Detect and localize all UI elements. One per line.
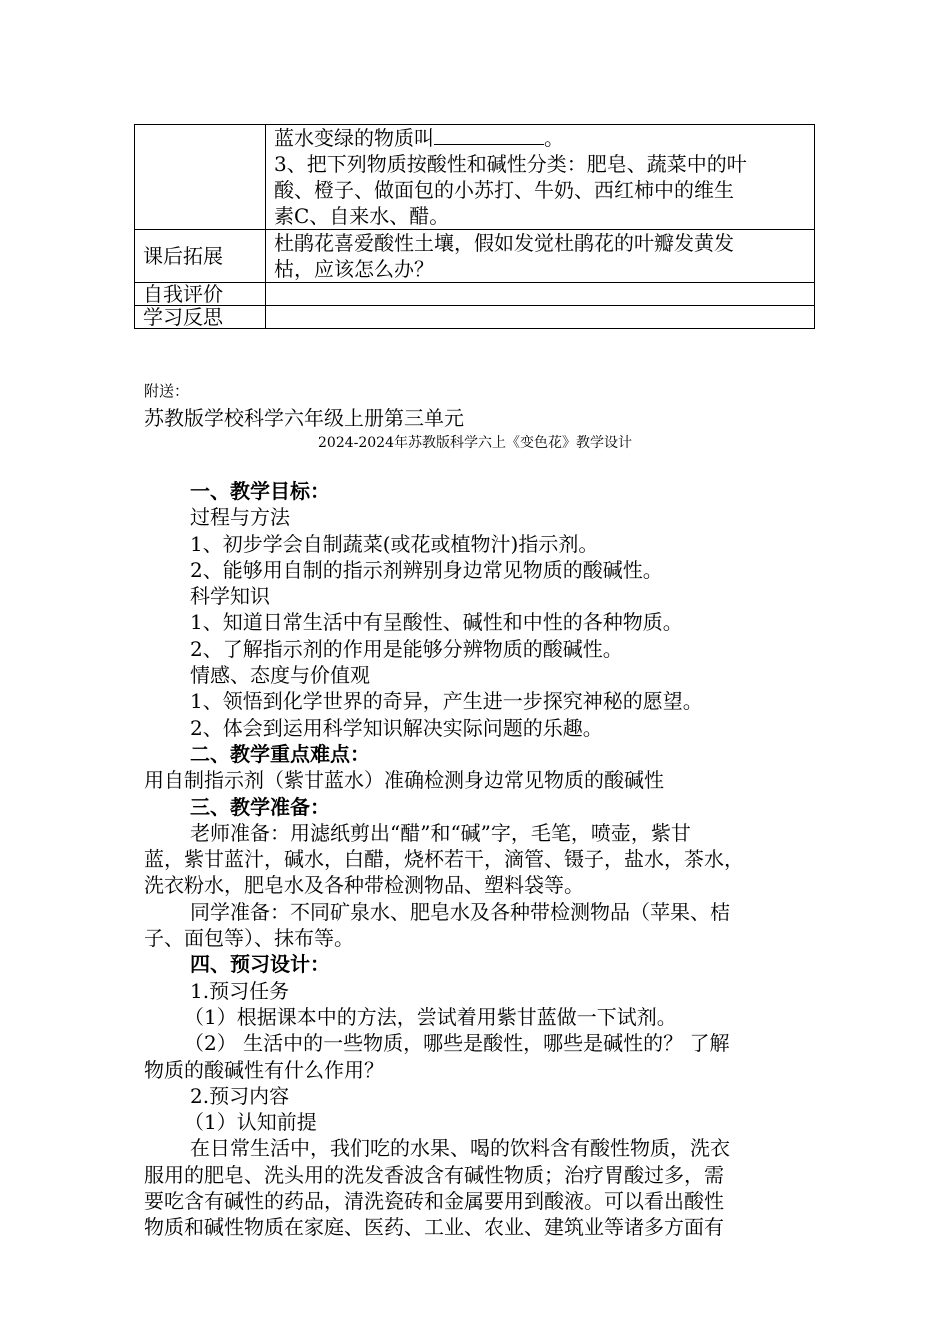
document-subtitle: 2024-2024年苏教版科学六上《变色花》教学设计 xyxy=(318,435,632,451)
paragraph: 2、能够用自制的指示剂辨别身边常见物质的酸碱性。 xyxy=(190,557,663,582)
subheading: 1.预习任务 xyxy=(190,978,290,1003)
paragraph: 老师准备：用滤纸剪出“醋”和“碱”字，毛笔，喷壶，紫甘 xyxy=(190,820,691,845)
document-body xyxy=(144,478,806,1241)
lesson-table xyxy=(134,124,815,329)
subheading: （1）认知前提 xyxy=(184,1110,317,1135)
table-text: 素C、自来水、醋。 xyxy=(274,204,450,228)
paragraph: 要吃含有碱性的药品，清洗瓷砖和金属要用到酸液。可以看出酸性 xyxy=(144,1189,724,1214)
subheading: 情感、态度与价值观 xyxy=(190,663,370,688)
paragraph: 同学准备：不同矿泉水、肥皂水及各种带检测物品（苹果、桔 xyxy=(190,899,730,924)
table-text: 杜鹃花喜爱酸性土壤，假如发觉杜鹃花的叶瓣发黄发 xyxy=(274,231,734,255)
table-row xyxy=(135,125,815,230)
unit-title: 苏教版学校科学六年级上册第三单元 xyxy=(144,406,464,430)
paragraph: 2、体会到运用科学知识解决实际问题的乐趣。 xyxy=(190,715,603,740)
answer-blank xyxy=(434,126,544,145)
section-heading: 二、教学重点难点： xyxy=(190,741,370,766)
paragraph: 服用的肥皂、洗头用的洗发香波含有碱性物质；治疗胃酸过多，需 xyxy=(144,1162,724,1187)
table-row xyxy=(135,230,815,283)
paragraph: 1、知道日常生活中有呈酸性、碱性和中性的各种物质。 xyxy=(190,610,683,635)
row-label-empty xyxy=(135,125,266,230)
table-text: 酸、橙子、做面包的小苏打、牛奶、西红柿中的维生 xyxy=(274,178,734,202)
table-row xyxy=(135,283,815,306)
table-text: 。 xyxy=(544,126,564,150)
section-heading: 四、预习设计： xyxy=(190,952,330,977)
table-text: 蓝水变绿的物质叫 xyxy=(274,126,434,150)
table-text: 枯，应该怎么办？ xyxy=(274,257,434,281)
row-label: 自我评价 xyxy=(135,283,266,306)
paragraph: 2、了解指示剂的作用是能够分辨物质的酸碱性。 xyxy=(190,636,623,661)
row-content xyxy=(266,283,815,306)
row-content xyxy=(266,306,815,329)
paragraph: 1、初步学会自制蔬菜(或花或植物汁)指示剂。 xyxy=(190,531,599,556)
section-heading: 一、教学目标： xyxy=(190,479,330,503)
paragraph: 洗衣粉水，肥皂水及各种带检测物品、塑料袋等。 xyxy=(144,873,584,898)
row-content xyxy=(266,230,815,283)
paragraph: 物质的酸碱性有什么作用？ xyxy=(144,1057,384,1082)
row-content xyxy=(266,125,815,230)
paragraph: 蓝，紫甘蓝汁，碱水，白醋，烧杯若干，滴管、镊子，盐水，茶水， xyxy=(144,847,744,872)
paragraph: 在日常生活中，我们吃的水果、喝的饮料含有酸性物质，洗衣 xyxy=(190,1136,730,1161)
subheading: 2.预习内容 xyxy=(190,1083,290,1108)
table-text: 3、把下列物质按酸性和碱性分类：肥皂、蔬菜中的叶 xyxy=(274,152,747,176)
paragraph: 1、领悟到化学世界的奇异，产生进一步探究神秘的愿望。 xyxy=(190,689,703,714)
table-row xyxy=(135,306,815,329)
subheading: 过程与方法 xyxy=(190,505,290,530)
section-heading: 三、教学准备： xyxy=(190,794,330,819)
row-label: 学习反思 xyxy=(135,306,266,329)
subheading: 科学知识 xyxy=(190,584,270,609)
paragraph: 用自制指示剂（紫甘蓝水）准确检测身边常见物质的酸碱性 xyxy=(144,768,664,793)
paragraph: 子、面包等）、抹布等。 xyxy=(144,926,354,951)
paragraph: 物质和碱性物质在家庭、医药、工业、农业、建筑业等诸多方面有 xyxy=(144,1215,724,1240)
paragraph: （2） 生活中的一些物质，哪些是酸性，哪些是碱性的？ 了解 xyxy=(184,1031,730,1056)
row-label: 课后拓展 xyxy=(135,230,266,283)
appendix-note: 附送： xyxy=(144,382,190,400)
paragraph: （1）根据课本中的方法，尝试着用紫甘蓝做一下试剂。 xyxy=(184,1004,677,1029)
